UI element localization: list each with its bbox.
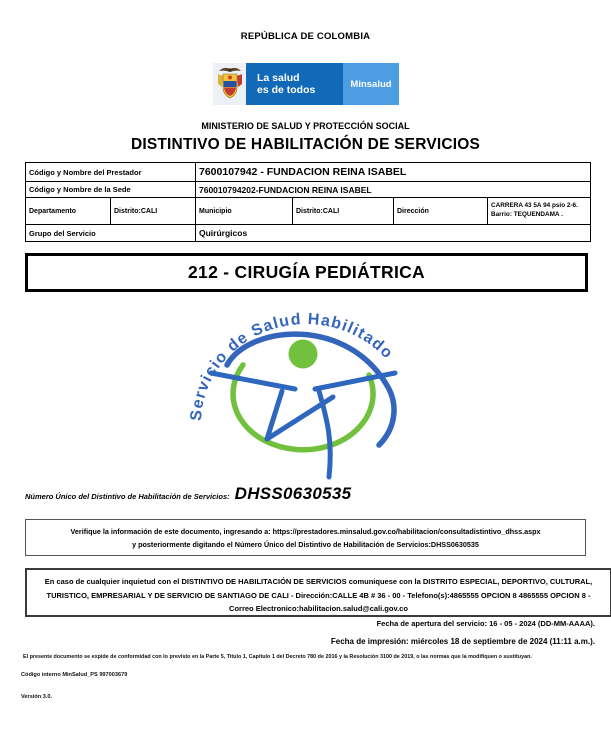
dhss-number-line (25, 484, 351, 504)
svg-text:Servicio de Salud Habilitado (188, 311, 396, 422)
grupo-value: Quirúrgicos (196, 225, 591, 242)
dhss-number: DHSS0630535 (234, 484, 352, 503)
direccion-label: Dirección (394, 198, 488, 225)
seal-graphic (181, 299, 430, 482)
logo-slogan (246, 63, 343, 105)
contact-box (25, 568, 611, 617)
service-banner: 212 - CIRUGÍA PEDIÁTRICA (25, 253, 588, 292)
table-row (26, 225, 591, 242)
verification-line2: y posteriormente digitando el Número Único del Distintivo de Habilitación de Servicios:DHSS0630535 (132, 540, 479, 550)
departamento-value: Distrito:CALI (111, 198, 196, 225)
minsalud-logo (213, 63, 399, 105)
table-row (26, 198, 591, 225)
sede-value: 760010794202-FUNDACION REINA ISABEL (196, 182, 591, 198)
dhss-label: Número Único del Distintivo de Habilitación de Servicios: (25, 492, 230, 501)
municipio-label: Municipio (196, 198, 293, 225)
table-row (26, 182, 591, 198)
contact-text: En caso de cualquier inquietud con el DISTINTIVO DE HABILITACIÓN DE SERVICIOS comuniquese con la DISTRITO ESPECIAL, DEPORTIVO, CULTURAL, TURISTICO, EMPRESARIAL Y DE SERVICIO DE SANTIAGO DE CALI - Dirección:CALLE 4B # 36 - 00 - Telefono(s):4865555 OPCION 8 4865555 OPCION 8 - Correo Electronico:habilitacion.salud@cali.gov.co (44, 577, 593, 613)
seal-arc-text: Servicio de Salud Habilitado (187, 310, 397, 422)
prestador-value: 7600107942 - FUNDACION REINA ISABEL (196, 163, 591, 182)
version-label: Versión 3.0. (21, 694, 53, 700)
sede-label: Código y Nombre de la Sede (26, 182, 196, 198)
logo-slogan-line1: La salud (257, 71, 300, 84)
service-open-date: Fecha de apertura del servicio: 16 - 05 - 2024 (DD-MM-AAAA). (376, 619, 595, 628)
seal-star-figure (211, 373, 395, 477)
table-row (26, 163, 591, 182)
republic-title: REPÚBLICA DE COLOMBIA (240, 31, 371, 42)
departamento-label: Departamento (26, 198, 111, 225)
print-date: Fecha de impresión: miércoles 18 de septiembre de 2024 (11:11 a.m.). (330, 637, 595, 646)
servicio-salud-habilitado-seal (181, 299, 430, 487)
colombia-coat-of-arms-icon (213, 63, 246, 105)
verification-box (25, 519, 586, 556)
prestador-label: Código y Nombre del Prestador (26, 163, 196, 182)
provider-info-table (25, 162, 591, 242)
ministry-title: MINISTERIO DE SALUD Y PROTECCIÓN SOCIAL (201, 121, 410, 131)
legal-note: El presente documento se expide de conformidad con lo previsto en la Parte 5, Titulo 1, Capitulo 1 del Decreto 780 de 2016 y la Resolución 3100 de 2019, o las normas que la modifiquen o sustituyan. (23, 654, 532, 660)
logo-slogan-line2: es de todos (257, 84, 316, 96)
direccion-value: CARRERA 43 5A 94 psio 2-6. Barrio: TEQUENDAMA . (488, 198, 591, 225)
internal-code: Código interno MinSalud_PS 997003679 (21, 672, 128, 678)
seal-figure-head (289, 340, 318, 369)
municipio-value: Distrito:CALI (293, 198, 394, 225)
document-title: DISTINTIVO DE HABILITACIÓN DE SERVICIOS (130, 136, 481, 153)
minsalud-wordmark: Minsalud (343, 63, 399, 105)
verification-line1: Verifique la información de este documento, ingresando a: https://prestadores.minsalud.gov.co/habilitacion/consultadistintivo_dhss.aspx (70, 527, 541, 536)
grupo-label: Grupo del Servicio (26, 225, 196, 242)
